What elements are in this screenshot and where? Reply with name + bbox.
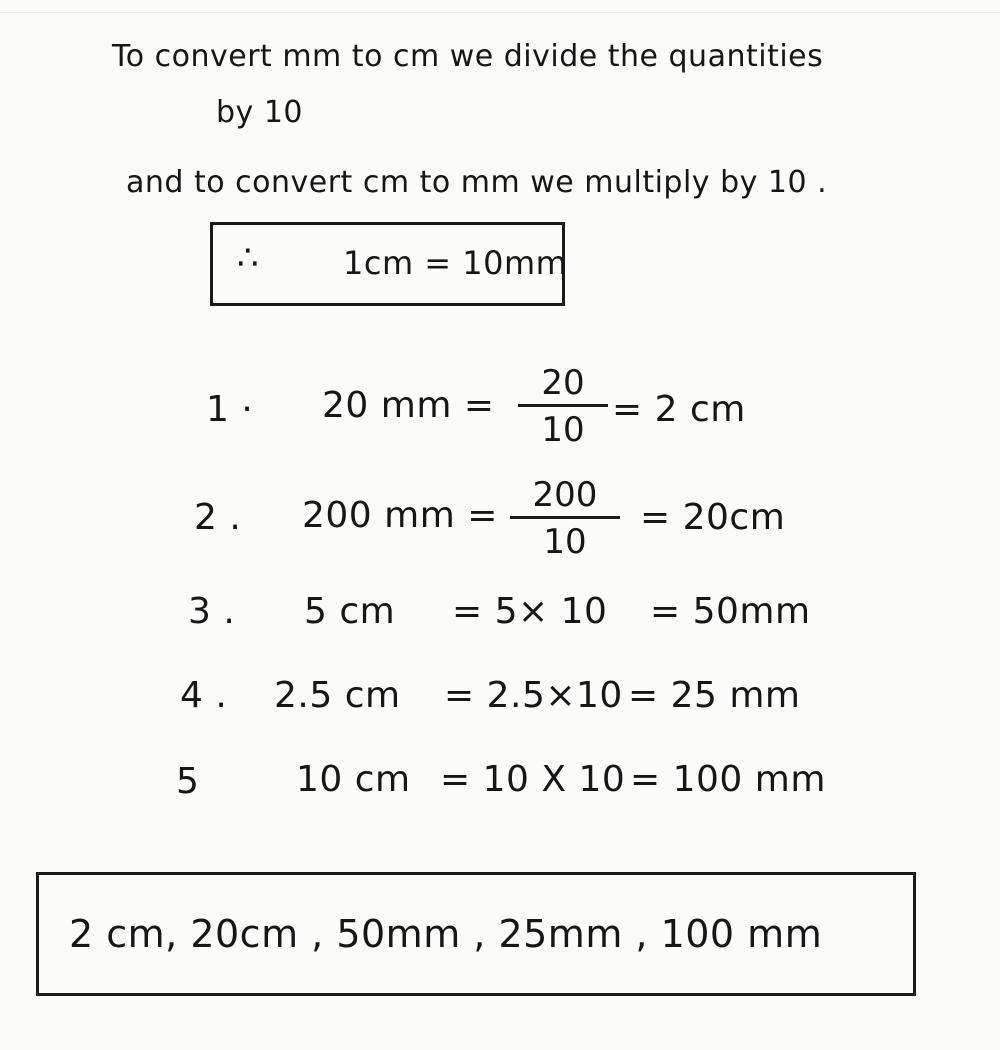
fraction-bar <box>518 404 608 407</box>
page-edge-line <box>0 12 1000 13</box>
answer-text: 2 cm, 20cm , 50mm , 25mm , 100 mm <box>69 912 823 956</box>
item-number: 4 . <box>180 675 228 716</box>
result-value: = 50mm <box>650 591 811 632</box>
result-value: = 100 mm <box>630 759 826 800</box>
fraction-numerator: 20 <box>541 363 585 403</box>
expression: = 5× 10 <box>452 591 608 632</box>
answer-box <box>36 872 916 996</box>
given-value: 200 mm = <box>302 495 498 536</box>
fraction-denominator: 10 <box>541 410 585 450</box>
rule-box <box>210 222 568 306</box>
item-number: 5 <box>176 761 200 802</box>
expression: = 2.5×10 <box>444 675 623 716</box>
intro-line-3: and to convert cm to mm we multiply by 10 . <box>126 165 828 200</box>
given-value: 10 cm <box>296 759 411 800</box>
expression: = 10 X 10 <box>440 759 626 800</box>
fraction-bar <box>510 516 620 519</box>
result-value: = 2 cm <box>612 389 746 430</box>
item-number: 2 . <box>194 497 242 538</box>
rule-text: 1cm = 10mm <box>343 244 568 282</box>
fraction <box>510 475 620 562</box>
item-number: 3 . <box>188 591 236 632</box>
given-value: 20 mm = <box>322 385 495 426</box>
fraction-numerator: 200 <box>532 475 598 515</box>
given-value: 2.5 cm <box>274 675 401 716</box>
fraction-denominator: 10 <box>543 522 587 562</box>
fraction <box>518 363 608 450</box>
intro-line-1: To convert mm to cm we divide the quantities <box>112 39 824 74</box>
therefore-symbol: ∴ <box>237 238 260 278</box>
item-number: 1 · <box>206 389 254 430</box>
result-value: = 20cm <box>640 497 786 538</box>
given-value: 5 cm <box>304 591 396 632</box>
intro-line-2: by 10 <box>216 95 304 130</box>
result-value: = 25 mm <box>628 675 801 716</box>
